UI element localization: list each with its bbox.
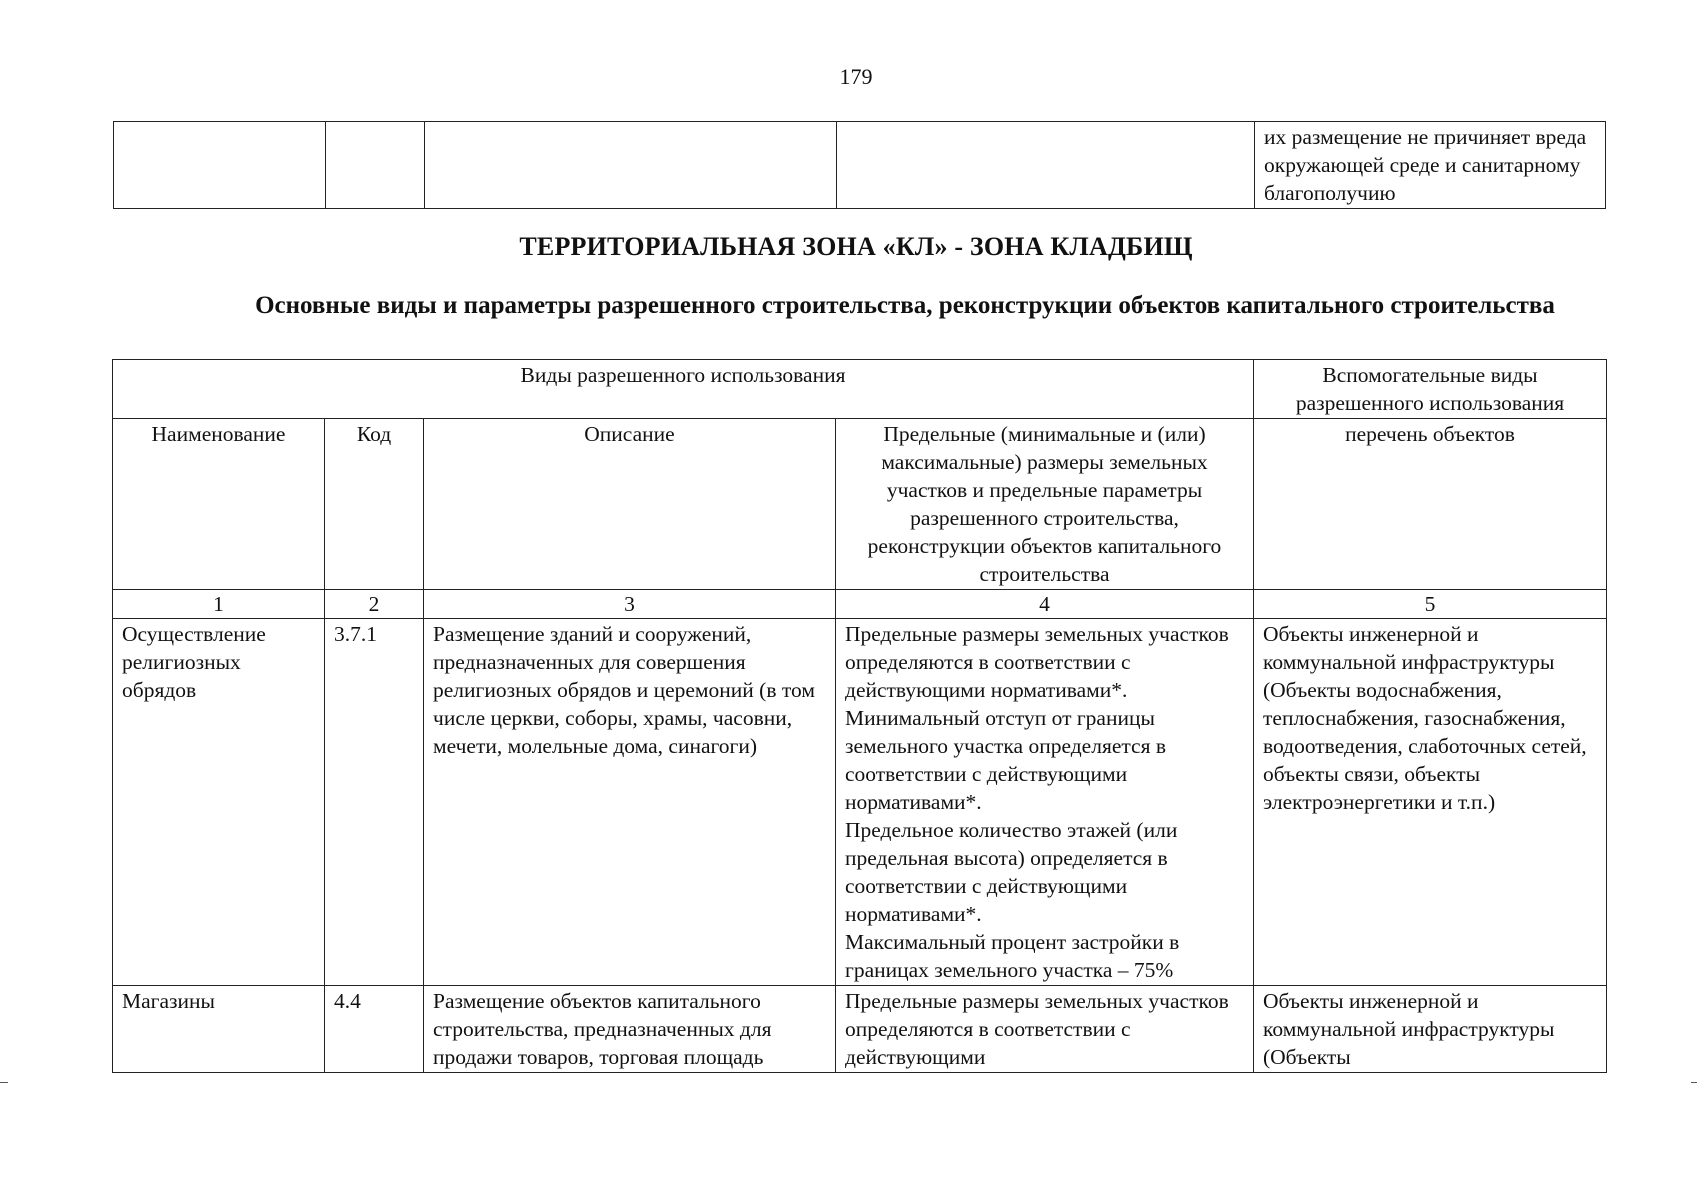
limit-item: Предельные размеры земельных участков определяются в соответствии с действующими xyxy=(845,989,1229,1069)
row-limits xyxy=(836,986,1254,1073)
row-aux-objects: Объекты инженерной и коммунальной инфраструктуры (Объекты xyxy=(1254,986,1607,1073)
row-code: 4.4 xyxy=(325,986,424,1073)
table-row xyxy=(114,122,1606,209)
table-row xyxy=(113,986,1607,1073)
table-group-header-row xyxy=(113,360,1607,419)
column-header-limits: Предельные (минимальные и (или) максимальные) размеры земельных участков и предельные параметры разрешенного строительства, реконструкции объектов капитального строительства xyxy=(836,419,1254,590)
column-header-name: Наименование xyxy=(113,419,325,590)
table-row xyxy=(113,619,1607,986)
limit-item: Предельное количество этажей (или предельная высота) определяется в соответствии с действующими нормативами*. xyxy=(845,818,1178,926)
column-number-row xyxy=(113,590,1607,619)
row-code: 3.7.1 xyxy=(325,619,424,986)
column-header-description: Описание xyxy=(424,419,836,590)
zone-title: ТЕРРИТОРИАЛЬНАЯ ЗОНА «КЛ» - ЗОНА КЛАДБИЩ xyxy=(519,232,1193,261)
column-number: 5 xyxy=(1254,590,1607,619)
table-cell xyxy=(837,122,1255,209)
row-description: Размещение объектов капитального строительства, предназначенных для продажи товаров, торговая площадь xyxy=(424,986,836,1073)
column-number: 2 xyxy=(325,590,424,619)
section-title: Основные виды и параметры разрешенного строительства, реконструкции объектов капитального строительства xyxy=(255,292,1555,319)
continuation-cell: их размещение не причиняет вреда окружающей среде и санитарному благополучию xyxy=(1255,122,1606,209)
column-number: 1 xyxy=(113,590,325,619)
row-description: Размещение зданий и сооружений, предназначенных для совершения религиозных обрядов и церемоний (в том числе церкви, соборы, храмы, часовни, мечети, молельные дома, синагоги) xyxy=(424,619,836,986)
continuation-table xyxy=(113,121,1606,209)
column-header-code: Код xyxy=(325,419,424,590)
table-cell xyxy=(114,122,326,209)
column-header-objects: перечень объектов xyxy=(1254,419,1607,590)
group-header-aux: Вспомогательные виды разрешенного использования xyxy=(1254,360,1607,419)
page-number: 179 xyxy=(839,64,873,89)
table-column-header-row xyxy=(113,419,1607,590)
permitted-use-table xyxy=(112,359,1607,1073)
table-cell xyxy=(326,122,425,209)
limit-item: Предельные размеры земельных участков определяются в соответствии с действующими нормативами*. xyxy=(845,622,1229,702)
group-header-main: Виды разрешенного использования xyxy=(113,360,1254,419)
row-name: Осуществление религиозных обрядов xyxy=(113,619,325,986)
row-name: Магазины xyxy=(113,986,325,1073)
row-limits xyxy=(836,619,1254,986)
column-number: 3 xyxy=(424,590,836,619)
margin-mark-left xyxy=(0,1082,8,1083)
row-aux-objects: Объекты инженерной и коммунальной инфраструктуры (Объекты водоснабжения, теплоснабжения, газоснабжения, водоотведения, слаботочных сетей, объекты связи, объекты электроэнергетики и т.п.) xyxy=(1254,619,1607,986)
limit-item: Минимальный отступ от границы земельного участка определяется в соответствии с действующими нормативами*. xyxy=(845,706,1166,814)
table-cell xyxy=(425,122,837,209)
limit-item: Максимальный процент застройки в границах земельного участка – 75% xyxy=(845,930,1180,982)
margin-mark-right xyxy=(1691,1082,1697,1083)
column-number: 4 xyxy=(836,590,1254,619)
